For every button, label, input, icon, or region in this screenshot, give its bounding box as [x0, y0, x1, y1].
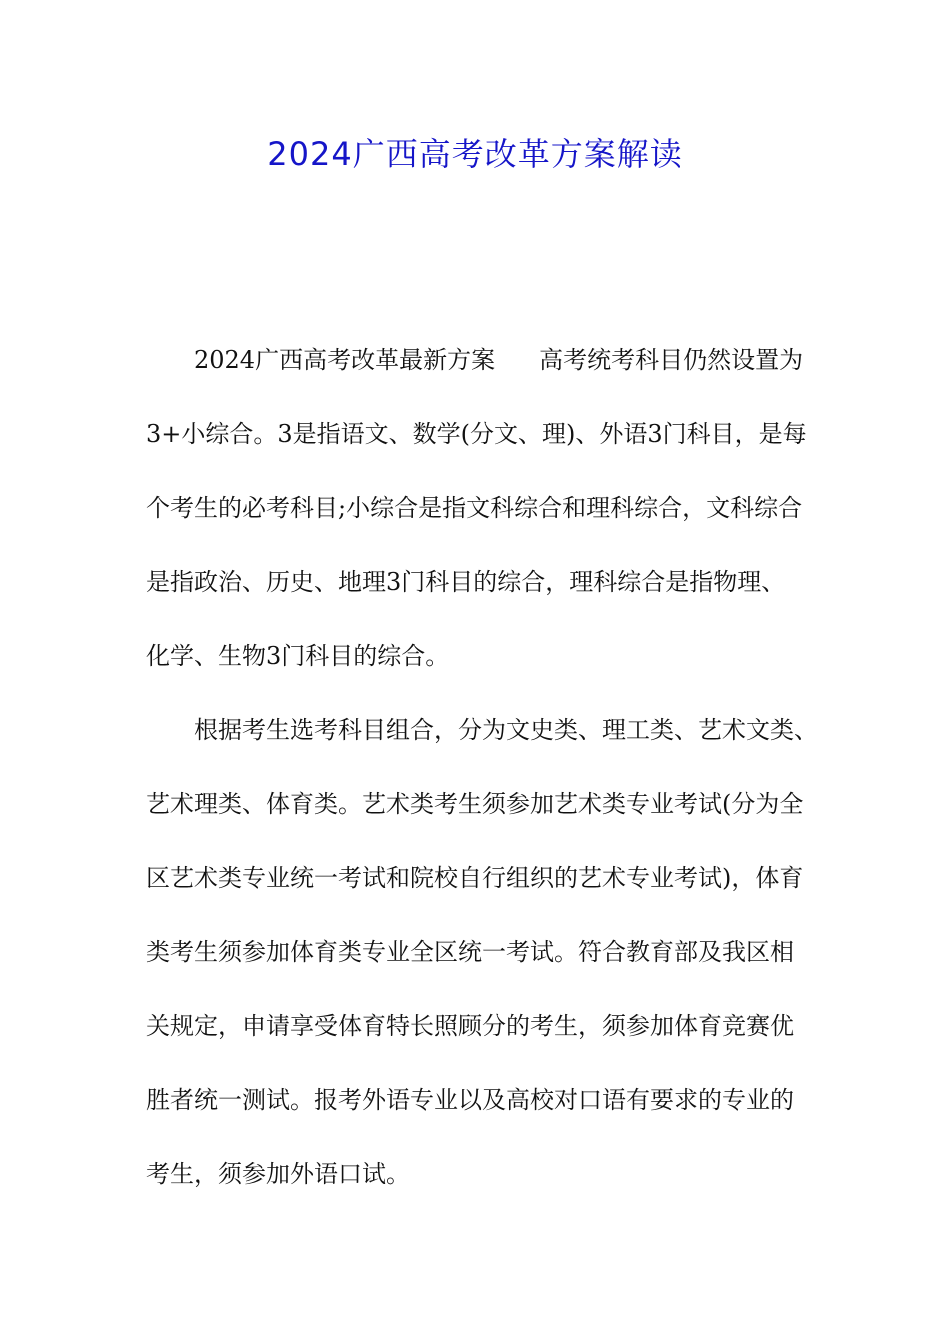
- paragraph-line: [146, 335, 831, 409]
- paragraph-line: 化学、生物3门科目的综合。: [146, 642, 450, 670]
- paragraph-line: 类考生须参加体育类专业全区统一考试。符合教育部及我区相: [146, 938, 794, 966]
- paragraph-line: 区艺术类专业统一考试和院校自行组织的艺术专业考试)，体育: [146, 864, 804, 892]
- paragraph-lead-text: 2024广西高考改革最新方案: [194, 346, 496, 374]
- paragraph-2: [146, 705, 831, 1223]
- document-body: [146, 335, 831, 1223]
- paragraph-line: 个考生的必考科目;小综合是指文科综合和理科综合，文科综合: [146, 494, 803, 522]
- document-title: 2024广西高考改革方案解读: [267, 135, 683, 173]
- paragraph-1: [146, 335, 831, 705]
- paragraph-line: 关规定，申请享受体育特长照顾分的考生，须参加体育竞赛优: [146, 1012, 794, 1040]
- paragraph-line: 是指政治、历史、地理3门科目的综合，理科综合是指物理、: [146, 568, 786, 596]
- paragraph-line: 考生，须参加外语口试。: [146, 1160, 410, 1188]
- paragraph-line: 3+小综合。3是指语文、数学(分文、理)、外语3门科目，是每: [146, 420, 807, 448]
- paragraph-line: 根据考生选考科目组合，分为文史类、理工类、艺术文类、: [194, 716, 818, 744]
- paragraph-text: 高考统考科目仍然设置为: [539, 346, 804, 374]
- paragraph-line: 艺术理类、体育类。艺术类考生须参加艺术类专业考试(分为全: [146, 790, 804, 818]
- paragraph-line: 胜者统一测试。报考外语专业以及高校对口语有要求的专业的: [146, 1086, 794, 1114]
